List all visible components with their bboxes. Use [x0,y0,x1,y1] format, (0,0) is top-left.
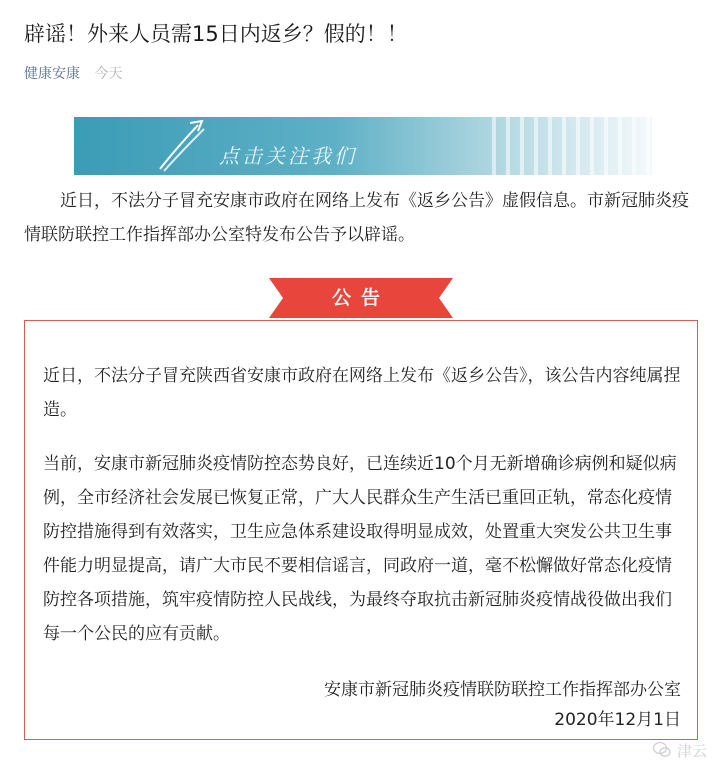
follow-us-banner[interactable] [74,117,652,175]
wechat-icon [653,742,671,758]
notice-tab [269,278,453,318]
article-title: 辟谣！外来人员需15日内返乡？假的！！ [24,22,408,46]
notice-signature-block [324,675,681,735]
arrow-icon [154,117,214,175]
watermark [653,737,707,763]
notice-paragraph-1: 近日，不法分子冒充陕西省安康市政府在网络上发布《返乡公告》，该公告内容纯属捏造。 [43,366,681,420]
notice-tab-label: 公告 [331,287,390,309]
banner-stripes [482,117,652,175]
notice-date: 2020年12月1日 [554,710,681,730]
intro-paragraph: 近日，不法分子冒充安康市政府在网络上发布《返乡公告》虚假信息。市新冠肺炎疫情联防联控工作指挥部办公室特发布公告予以辟谣。 [24,191,689,245]
author-link[interactable]: 健康安康 [24,66,80,82]
article-meta [24,64,122,84]
notice-box [24,320,698,740]
follow-us-label: 点击关注我们 [219,144,357,168]
notice-paragraph-2: 当前，安康市新冠肺炎疫情防控态势良好，已连续近10个月无新增确诊病例和疑似病例，全市经济社会发展已恢复正常，广大人民群众生产生活已重回正轨，常态化疫情防控措施得到有效落实，卫生应急体系建设取得明显成效，处置重大突发公共卫生事件能力明显提高，请广大市民不要相信谣言，同政府一道，毫不松懈做好常态化疫情防控各项措施，筑牢疫情防控人民战线，为最终夺取抗击新冠肺炎疫情战役做出我们每一个公民的应有贡献。 [43,454,677,644]
notice-signature: 安康市新冠肺炎疫情联防联控工作指挥部办公室 [324,680,681,700]
publish-date: 今天 [94,66,123,82]
watermark-text: 津云 [676,741,707,760]
